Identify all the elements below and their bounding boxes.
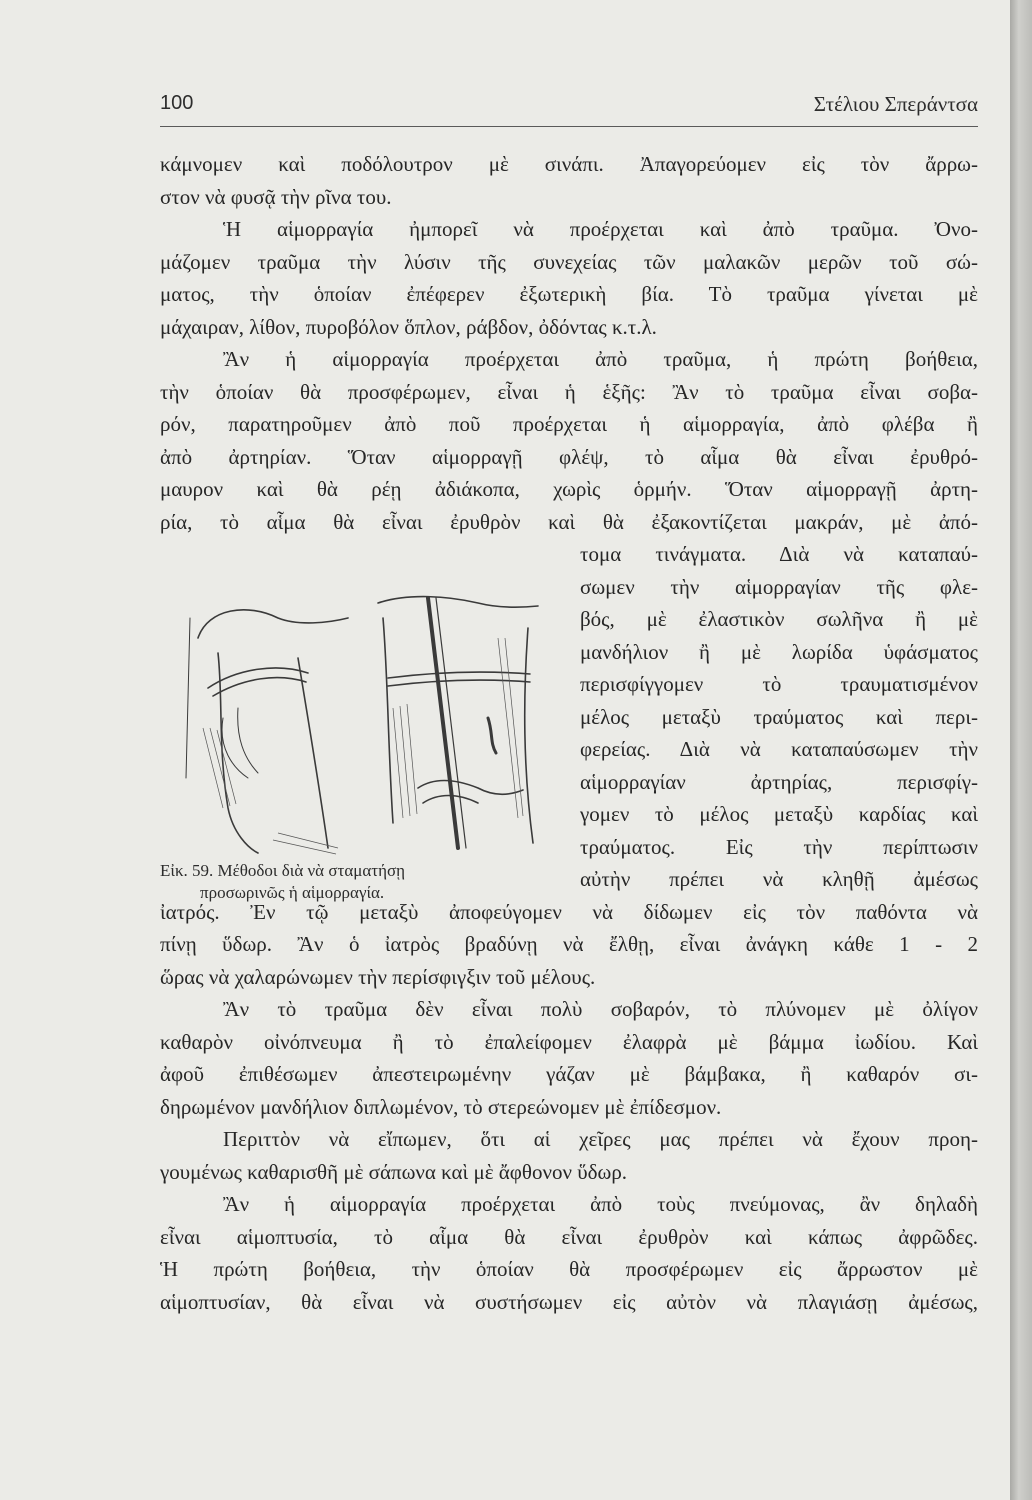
side-text-line: βός, μὲ ἐλαστικὸν σωλῆνα ἢ μὲ xyxy=(580,607,978,631)
side-text-line: αἱμορραγίαν ἀρτηρίας, περισφίγ- xyxy=(580,769,978,794)
text-line: δηρωμένον μανδήλιον διπλωμένον, τὸ στερεώνομεν μὲ ἐπίδεσμον. xyxy=(160,1094,722,1119)
text-line: Περιττὸν νὰ εἴπωμεν, ὅτι αἱ χεῖρες μας πρέπει νὰ ἔχουν προη- xyxy=(223,1127,978,1151)
side-text-line: τομα τινάγματα. Διὰ νὰ καταπαύ- xyxy=(580,542,978,566)
text-line: ἰατρός. Ἐν τῷ μεταξὺ ἀποφεύγομεν νὰ δίδωμεν εἰς τὸν παθόντα νὰ xyxy=(160,899,978,924)
text-line: καθαρὸν οἰνόπνευμα ἢ τὸ ἐπαλείφομεν ἐλαφρὰ μὲ βάμμα ἰωδίου. Καὶ xyxy=(160,1029,978,1054)
text-line: Ἡ πρώτη βοήθεια, τὴν ὁποίαν θὰ προσφέρωμεν εἰς ἄρρωστον μὲ xyxy=(160,1257,978,1281)
tourniquet-engraving xyxy=(178,578,550,860)
text-line: μαυρον καὶ θὰ ρέῃ ἀδιάκοπα, χωρὶς ὁρμήν. Ὅταν αἱμορραγῇ ἀρτη- xyxy=(160,477,978,501)
text-line: πίνῃ ὕδωρ. Ἂν ὁ ἰατρὸς βραδύνῃ νὰ ἔλθῃ, εἶναι ἀνάγκη κάθε 1 - 2 xyxy=(160,932,978,956)
side-text-line: φερείας. Διὰ νὰ καταπαύσωμεν τὴν xyxy=(580,737,978,761)
side-text-line: μανδήλιον ἢ μὲ λωρίδα ὑφάσματος xyxy=(580,639,978,664)
text-line: μάζομεν τραῦμα τὴν λύσιν τῆς συνεχείας τῶν μαλακῶν μερῶν τοῦ σώ- xyxy=(160,249,978,274)
side-text-line: τραύματος. Εἰς τὴν περίπτωσιν xyxy=(580,834,978,859)
figure-caption xyxy=(160,860,560,904)
text-line: τὴν ὁποίαν θὰ προσφέρωμεν, εἶναι ἡ ἑξῆς: Ἂν τὸ τραῦμα εἶναι σοβα- xyxy=(160,379,978,404)
text-line: γουμένως καθαρισθῆ μὲ σάπωνα καὶ μὲ ἄφθονον ὕδωρ. xyxy=(160,1159,628,1184)
side-text-line: μέλος μεταξὺ τραύματος καὶ περι- xyxy=(580,704,978,729)
text-line: κάμνομεν καὶ ποδόλουτρον μὲ σινάπι. Ἀπαγορεύομεν εἰς τὸν ἄρρω- xyxy=(160,152,978,176)
text-line: αἱμοπτυσίαν, θὰ εἶναι νὰ συστήσωμεν εἰς αὐτὸν νὰ πλαγιάσῃ ἀμέσως, xyxy=(160,1289,978,1314)
page-header xyxy=(160,92,978,126)
header-rule xyxy=(160,126,978,127)
text-line: ὥρας νὰ χαλαρώνωμεν τὴν περίσφιγξιν τοῦ μέλους. xyxy=(160,964,596,989)
illustration-tourniquet xyxy=(178,578,550,860)
text-line: ἀφοῦ ἐπιθέσωμεν ἀπεστειρωμένην γάζαν μὲ βάμβακα, ἢ καθαρόν σι- xyxy=(160,1062,978,1086)
text-line: μάχαιραν, λίθον, πυροβόλον ὅπλον, ράβδον, ὀδόντας κ.τ.λ. xyxy=(160,314,657,339)
page-edge xyxy=(1010,0,1032,1500)
text-line: ματος, τὴν ὁποίαν ἐπέφερεν ἐξωτερικὴ βία. Τὸ τραῦμα γίνεται μὲ xyxy=(160,282,978,306)
text-line: εἶναι αἱμοπτυσία, τὸ αἷμα θὰ εἶναι ἐρυθρὸν καὶ κάπως ἀφρῶδες. xyxy=(160,1224,978,1249)
caption-line: προσωρινῶς ἡ αἱμορραγία. xyxy=(200,883,385,902)
text-line: Ἂν ἡ αἱμορραγία προέρχεται ἀπὸ τραῦμα, ἡ πρώτη βοήθεια, xyxy=(223,347,978,371)
side-text-line: γομεν τὸ μέλος μεταξὺ καρδίας καὶ xyxy=(580,802,978,826)
side-text-line: περισφίγγομεν τὸ τραυματισμένον xyxy=(580,672,978,696)
side-text-line: αὐτὴν πρέπει νὰ κληθῇ ἀμέσως xyxy=(580,867,978,891)
text-line: στον νὰ φυσᾷ τὴν ρῖνα του. xyxy=(160,184,392,209)
text-line: ρία, τὸ αἷμα θὰ εἶναι ἐρυθρὸν καὶ θὰ ἐξακοντίζεται μακράν, μὲ ἀπό- xyxy=(160,509,978,534)
text-line: ἀπὸ ἀρτηρίαν. Ὅταν αἱμορραγῇ φλέψ, τὸ αἷμα θὰ εἶναι ἐρυθρό- xyxy=(160,444,978,469)
page-number: 100 xyxy=(160,92,194,114)
text-line: Ἡ αἱμορραγία ἠμπορεῖ νὰ προέρχεται καὶ ἀπὸ τραῦμα. Ὀνο- xyxy=(223,217,978,241)
text-line: Ἂν ἡ αἱμορραγία προέρχεται ἀπὸ τοὺς πνεύμονας, ἂν δηλαδὴ xyxy=(223,1192,978,1216)
text-line: Ἂν τὸ τραῦμα δὲν εἶναι πολὺ σοβαρόν, τὸ πλύνομεν μὲ ὀλίγον xyxy=(223,997,978,1021)
caption-line: Εἰκ. 59. Μέθοδοι διὰ νὰ σταματήσῃ xyxy=(160,861,406,880)
side-text-line: σωμεν τὴν αἱμορραγίαν τῆς φλε- xyxy=(580,574,978,599)
text-line: ρόν, παρατηροῦμεν ἀπὸ ποῦ προέρχεται ἡ αἱμορραγία, ἀπὸ φλέβα ἢ xyxy=(160,412,978,436)
running-title: Στέλιου Σπεράντσα xyxy=(813,92,978,116)
